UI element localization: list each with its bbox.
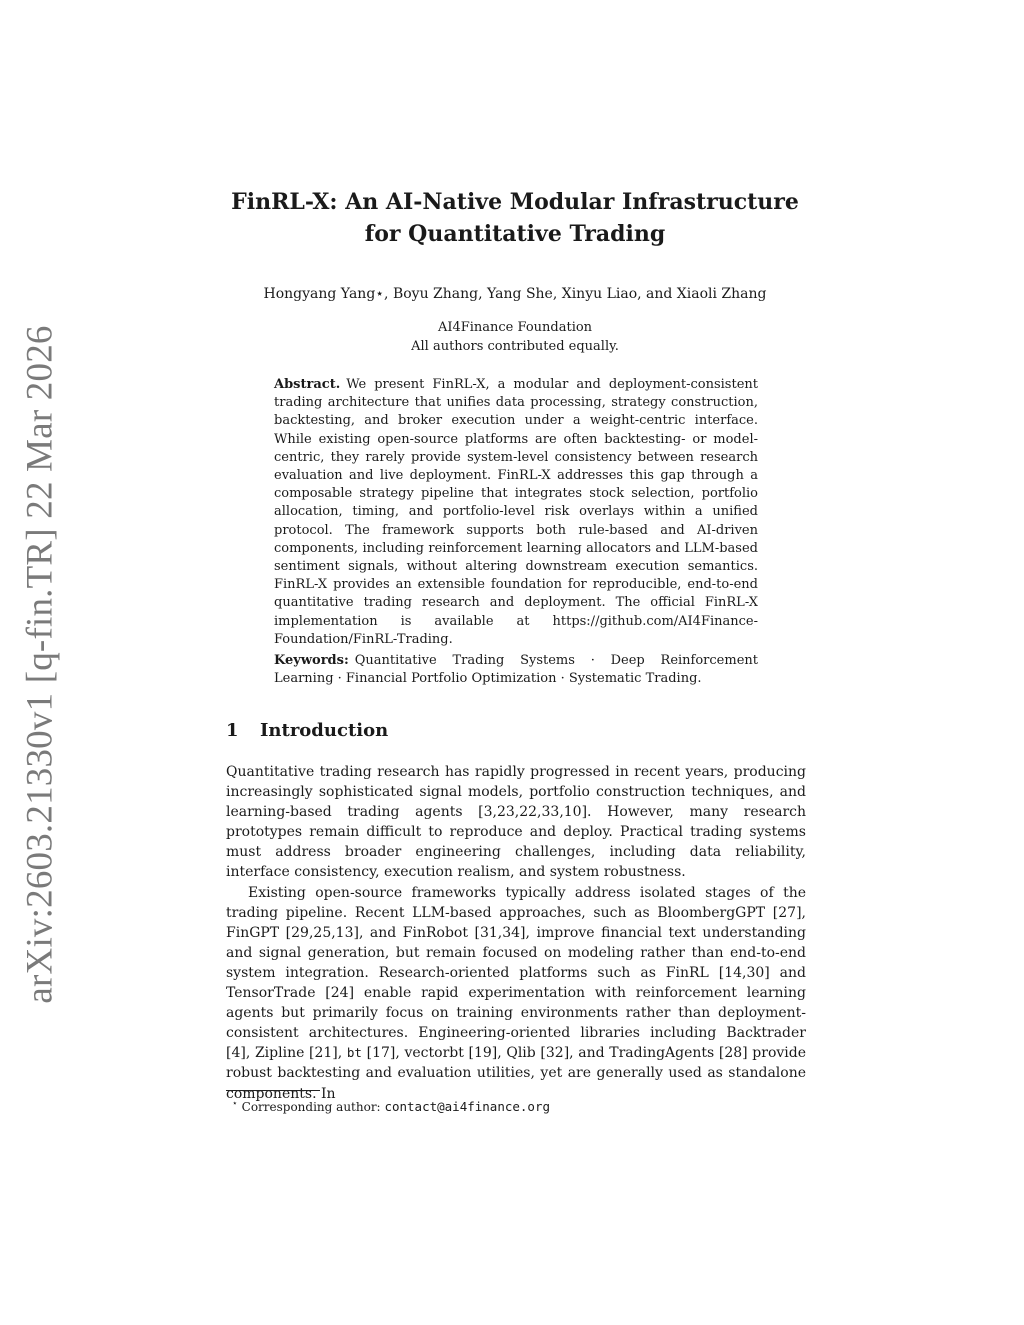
keywords-label: Keywords:	[274, 653, 349, 668]
code-reference: bt	[346, 1045, 362, 1061]
affiliation	[200, 318, 830, 356]
paragraph: Quantitative trading research has rapidly progressed in recent years, producing increasingly sophisticated signal models, portfolio construction techniques, and learning-based trading agents [3,23,22,33,10]. However, many research prototypes remain difficult to reproduce and deploy. Practical trading systems must address broader engineering challenges, including data reliability, interface consistency, execution realism, and system robustness.	[226, 764, 806, 881]
footnote-marker: ⋆	[232, 1099, 238, 1109]
paragraph-text: [17], vectorbt [19], Qlib [32], and TradingAgents [28] provide robust backtesting and evaluation utilities, yet are generally used as standalone components. In	[226, 1045, 807, 1102]
affiliation-note: All authors contributed equally.	[411, 339, 619, 354]
keywords-text: Quantitative Trading Systems · Deep Reinforcement Learning · Financial Portfolio Optimization · Systematic Trading.	[274, 653, 758, 687]
paper-title-line-2: for Quantitative Trading	[364, 221, 666, 247]
affiliation-org: AI4Finance Foundation	[437, 320, 593, 335]
introduction-body	[226, 762, 806, 1104]
paragraph	[226, 883, 806, 1104]
paper-title	[180, 186, 850, 250]
section-title: Introduction	[260, 720, 389, 741]
abstract-label: Abstract.	[274, 377, 341, 392]
section-number: 1	[226, 720, 239, 741]
author-list: Hongyang Yang⋆, Boyu Zhang, Yang She, Xinyu Liao, and Xiaoli Zhang	[263, 286, 767, 302]
footnote	[232, 1096, 812, 1116]
footnote-text: Corresponding author:	[241, 1100, 381, 1114]
abstract	[274, 376, 758, 649]
abstract-text: We present FinRL-X, a modular and deployment-consistent trading architecture that unifies data processing, strategy construction, backtesting, and broker execution under a weight-centric interface. While existing open-source platforms are often backtesting- or model-centric, they rarely provide system-level consistency between research evaluation and live deployment. FinRL-X addresses this gap through a composable strategy pipeline that integrates stock selection, portfolio allocation, timing, and portfolio-level risk overlays within a unified protocol. The framework supports both rule-based and AI-driven components, including reinforcement learning allocators and LLM-based sentiment signals, without altering downstream execution semantics. FinRL-X provides an extensible foundation for reproducible, end-to-end quantitative trading research and deployment. The official FinRL-X implementation is available at https://github.com/AI4Finance-Foundation/FinRL-Trading.	[274, 377, 758, 647]
footnote-email: contact@ai4finance.org	[384, 1099, 551, 1114]
arxiv-identifier-stamp	[10, 324, 70, 1004]
keywords	[274, 652, 758, 688]
section-heading-introduction	[226, 720, 388, 741]
arxiv-identifier-text: arXiv:2603.21330v1 [q-fin.TR] 22 Mar 2026	[19, 324, 61, 1004]
paragraph-text: Existing open-source frameworks typically address isolated stages of the trading pipeline. Recent LLM-based approaches, such as BloombergGPT [27], FinGPT [29,25,13], and FinRobot [31,34], improve financial text understanding and signal generation, but remain focused on modeling rather than end-to-end system integration. Research-oriented platforms such as FinRL [14,30] and TensorTrade [24] enable rapid experimentation with reinforcement learning agents but primarily focus on training environments rather than deployment-consistent architectures. Engineering-oriented libraries including Backtrader [4], Zipline [21],	[226, 884, 806, 1062]
paper-title-line-1: FinRL-X: An AI-Native Modular Infrastructure	[231, 189, 799, 215]
footnote-divider	[226, 1090, 320, 1091]
